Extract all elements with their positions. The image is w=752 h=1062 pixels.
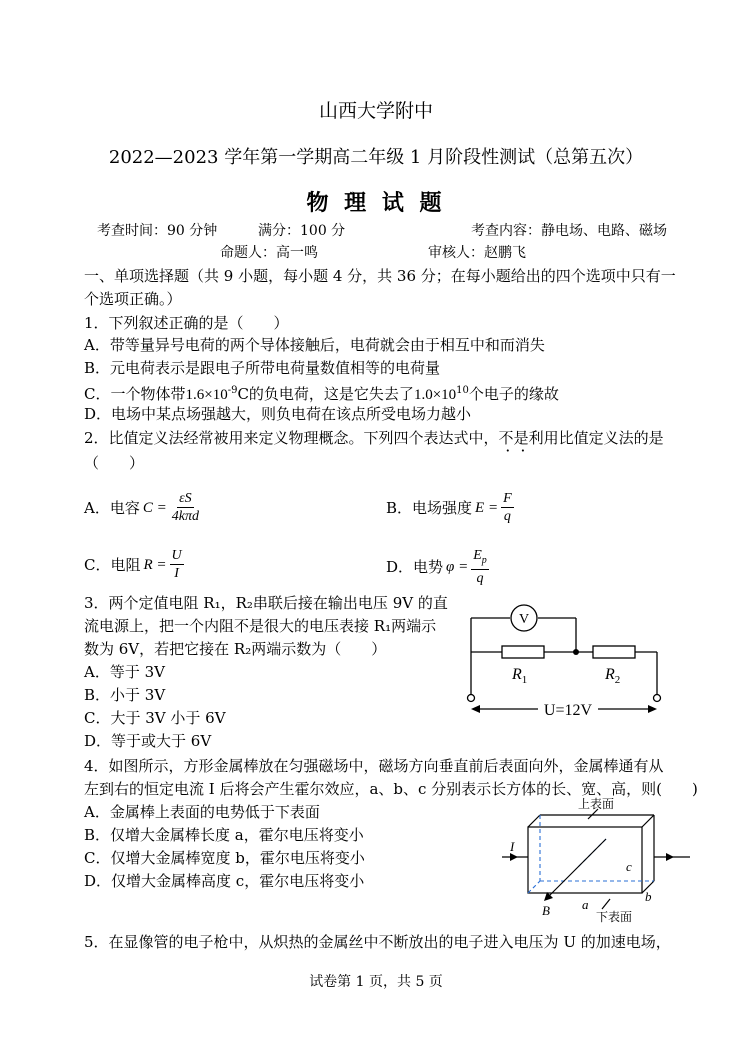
q3-stem-line3: 数为 6V，若把它接在 R₂两端示数为（ ） (84, 640, 387, 658)
q2-answer-paren: （ ） (84, 454, 145, 472)
q4-option-d: D．仅增大金属棒高度 c，霍尔电压将变小 (84, 872, 365, 890)
label-bottom-surface: 下表面 (596, 910, 633, 924)
q2-option-c: C．电阻 R = $\frac{U}{I}$ (84, 548, 182, 581)
q2-option-d: D．电势 φ = $\frac{E_p}{q}$ (386, 548, 487, 586)
q4-option-b: B．仅增大金属棒长度 a，霍尔电压将变小 (84, 826, 364, 844)
section1-title-line1: 一、单项选择题（共 9 小题，每小题 4 分，共 36 分；在每小题给出的四个选项中只有一 (84, 267, 676, 285)
q3-stem-line2: 流电源上，把一个内阻不是很大的电压表接 R₁两端示 (84, 617, 437, 635)
exam-time: 考查时间：90 分钟 (97, 223, 218, 239)
resistor-r2 (593, 646, 635, 658)
r2-label: $R_2$ (605, 666, 621, 686)
q2-option-a-fraction: $\frac{\varepsilon S}{\text{4kπd}}$ (171, 491, 199, 524)
q2-option-b-fraction: $\frac{F}{q}$ (503, 491, 512, 524)
exam-content: 考查内容：静电场、电路、磁场 (471, 223, 667, 239)
q4-stem-line1: 4．如图所示，方形金属棒放在匀强磁场中，磁场方向垂直前后表面向外，金属棒通有从 (84, 757, 664, 775)
current-arrow-out (666, 853, 674, 861)
arrow-right (648, 705, 657, 713)
q1-option-b: B．元电荷表示是跟电子所带电荷量数值相等的电荷量 (84, 359, 441, 377)
current-arrow-in (510, 853, 518, 861)
arrow-left (471, 705, 480, 713)
q1-option-d: D．电场中某点场强越大，则负电荷在该点所受电场力越小 (84, 405, 472, 423)
q2-stem: 2．比值定义法经常被用来定义物理概念。下列四个表达式中，不是利用比值定义法的是 (84, 429, 664, 447)
question-setter: 命题人：高一鸣 (220, 245, 318, 261)
label-length-a: a (582, 897, 589, 912)
q3-option-d: D．等于或大于 6V (84, 732, 212, 750)
q4-option-a: A．金属棒上表面的电势低于下表面 (84, 803, 320, 821)
label-top-surface: 上表面 (578, 797, 615, 811)
label-current: I (510, 839, 515, 854)
label-width-b: b (645, 889, 652, 904)
section1-title-line2: 个选项正确。） (84, 290, 182, 308)
q3-stem-line1: 3．两个定值电阻 R₁，R₂串联后接在输出电压 9V 的直 (84, 594, 448, 612)
magnetic-field-arrow-line (546, 839, 606, 899)
q1-option-c: C．一个物体带$1.6\times 10^{-9}C$的负电荷，这是它失去了$1.0\times 10^{10}$个电子的缘故 (84, 385, 559, 403)
q3-option-b: B．小于 3V (84, 686, 166, 704)
voltmeter-label: V (518, 612, 530, 627)
voltage-label: U=12V (543, 702, 593, 719)
q5-stem-line1: 5．在显像管的电子枪中，从炽热的金属丝中不断放出的电子进入电压为 U 的加速电场， (84, 933, 671, 951)
q3-option-a: A．等于 3V (84, 663, 165, 681)
terminal-right (654, 695, 661, 702)
q3-option-c: C．大于 3V 小于 6V (84, 709, 226, 727)
q2-option-c-fraction: $\frac{U}{I}$ (171, 548, 182, 581)
reviewer: 审核人：赵鹏飞 (428, 245, 526, 261)
q1-option-a: A．带等量异号电荷的两个导体接触后，电荷就会由于相互中和而消失 (84, 336, 545, 354)
q3-circuit-diagram (460, 600, 670, 720)
exam-title: 2022—2023 学年第一学期高二年级 1 月阶段性测试（总第五次） (108, 147, 644, 168)
label-field: B (542, 903, 550, 918)
q1-stem: 1．下列叙述正确的是（ ） (84, 314, 289, 332)
r1-label: $R_1$ (512, 666, 528, 686)
q2-option-a: A．电容 C = $\frac{\varepsilon S}{\text{4kπd}}$ (84, 491, 199, 524)
q2-option-d-fraction: $\frac{E_p}{q}$ (473, 548, 487, 586)
q2-option-b: B．电场强度 E = $\frac{F}{q}$ (386, 491, 512, 524)
junction-node (573, 649, 579, 655)
q4-option-c: C．仅增大金属棒宽度 b，霍尔电压将变小 (84, 849, 365, 867)
label-height-c: c (626, 859, 632, 874)
q4-stem-line2: 左到右的恒定电流 I 后将会产生霍尔效应，a、b、c 分别表示长方体的长、宽、高，则( ) (84, 780, 698, 798)
full-score: 满分：100 分 (258, 223, 346, 239)
subject-title: 物 理 试 题 (306, 190, 446, 216)
terminal-left (468, 695, 475, 702)
resistor-r1 (502, 646, 544, 658)
page-footer: 试卷第 1 页，共 5 页 (309, 974, 443, 990)
school-name: 山西大学附中 (318, 100, 433, 122)
q4-hall-effect-diagram (498, 795, 698, 930)
